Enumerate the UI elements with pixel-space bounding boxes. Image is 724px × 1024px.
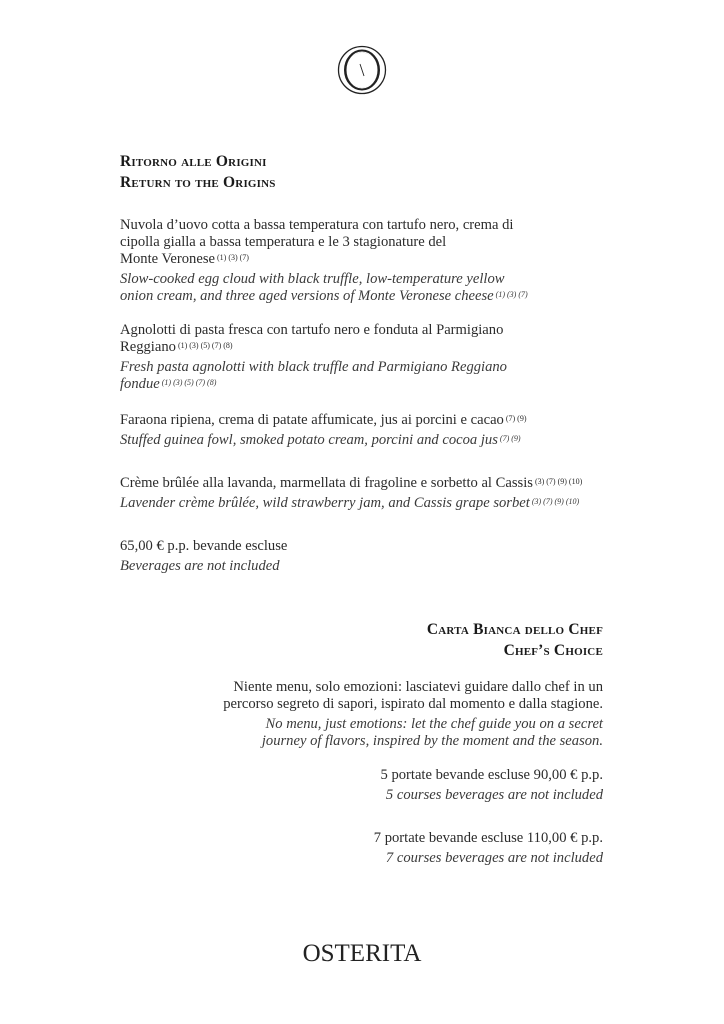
dish-2	[120, 322, 620, 393]
allergens: (1) (3) (5) (7) (8)	[177, 341, 233, 350]
allergens: (7) (9)	[505, 414, 527, 423]
dish-en-line: Lavender crème brûlée, wild strawberry jam, and Cassis grape sorbet	[120, 495, 530, 511]
section-title-it: Ritorno alle Origini	[120, 153, 267, 170]
section-title-origins	[120, 151, 620, 193]
desc-en-line: journey of flavors, inspired by the moment and the season.	[261, 733, 603, 749]
section-title-en: Return to the Origins	[120, 174, 276, 191]
allergens: (7) (9)	[499, 434, 521, 443]
option-en: 5 courses beverages are not included	[385, 787, 603, 803]
dish-1	[120, 217, 620, 305]
dish-it-line: Faraona ripiena, crema di patate affumicate, jus ai porcini e cacao	[120, 412, 504, 428]
dish-en-line: Stuffed guinea fowl, smoked potato cream, porcini and cocoa jus	[120, 432, 498, 448]
dish-it-line: Agnolotti di pasta fresca con tartufo nero e fonduta al Parmigiano	[120, 322, 504, 338]
dish-4	[120, 475, 620, 512]
dish-3	[120, 412, 620, 449]
allergens: (1) (3) (7)	[216, 253, 249, 262]
desc-it-line: Niente menu, solo emozioni: lasciatevi guidare dallo chef in un	[233, 679, 603, 695]
dish-it-line: Monte Veronese	[120, 251, 215, 267]
section-title-chef	[103, 619, 603, 661]
dish-it-line: Nuvola d’uovo cotta a bassa temperatura con tartufo nero, crema di	[120, 217, 514, 233]
dish-en-line: Slow-cooked egg cloud with black truffle, low-temperature yellow	[120, 271, 505, 287]
dish-en-line: onion cream, and three aged versions of Monte Veronese cheese	[120, 288, 494, 304]
restaurant-logo-icon	[337, 45, 387, 100]
allergens: (1) (3) (5) (7) (8)	[161, 378, 217, 387]
option-7-courses	[103, 830, 603, 867]
option-it: 7 portate bevande escluse 110,00 € p.p.	[373, 830, 603, 846]
section-title-it: Carta Bianca dello Chef	[426, 621, 603, 638]
price-en: Beverages are not included	[120, 558, 280, 574]
brand-wordmark: OSTERITA	[302, 940, 422, 967]
price-it: 65,00 € p.p. bevande escluse	[120, 538, 288, 554]
dish-en-line: Fresh pasta agnolotti with black truffle and Parmigiano Reggiano	[120, 359, 507, 375]
desc-en-line: No menu, just emotions: let the chef guide you on a secret	[265, 716, 603, 732]
option-it: 5 portate bevande escluse 90,00 € p.p.	[380, 767, 603, 783]
allergens: (3) (7) (9) (10)	[534, 477, 583, 486]
dish-it-line: cipolla gialla a bassa temperatura e le 3 stagionature del	[120, 234, 447, 250]
dish-it-line: Crème brûlée alla lavanda, marmellata di fragoline e sorbetto al Cassis	[120, 475, 533, 491]
chef-description	[103, 679, 603, 750]
option-5-courses	[103, 767, 603, 804]
option-en: 7 courses beverages are not included	[385, 850, 603, 866]
allergens: (3) (7) (9) (10)	[531, 497, 580, 506]
dish-it-line: Reggiano	[120, 339, 176, 355]
allergens: (1) (3) (7)	[495, 290, 528, 299]
section-title-en: Chef’s Choice	[503, 642, 603, 659]
dish-en-line: fondue	[120, 376, 160, 392]
desc-it-line: percorso segreto di sapori, ispirato dal momento e dalla stagione.	[223, 696, 603, 712]
price-origins	[120, 538, 620, 575]
